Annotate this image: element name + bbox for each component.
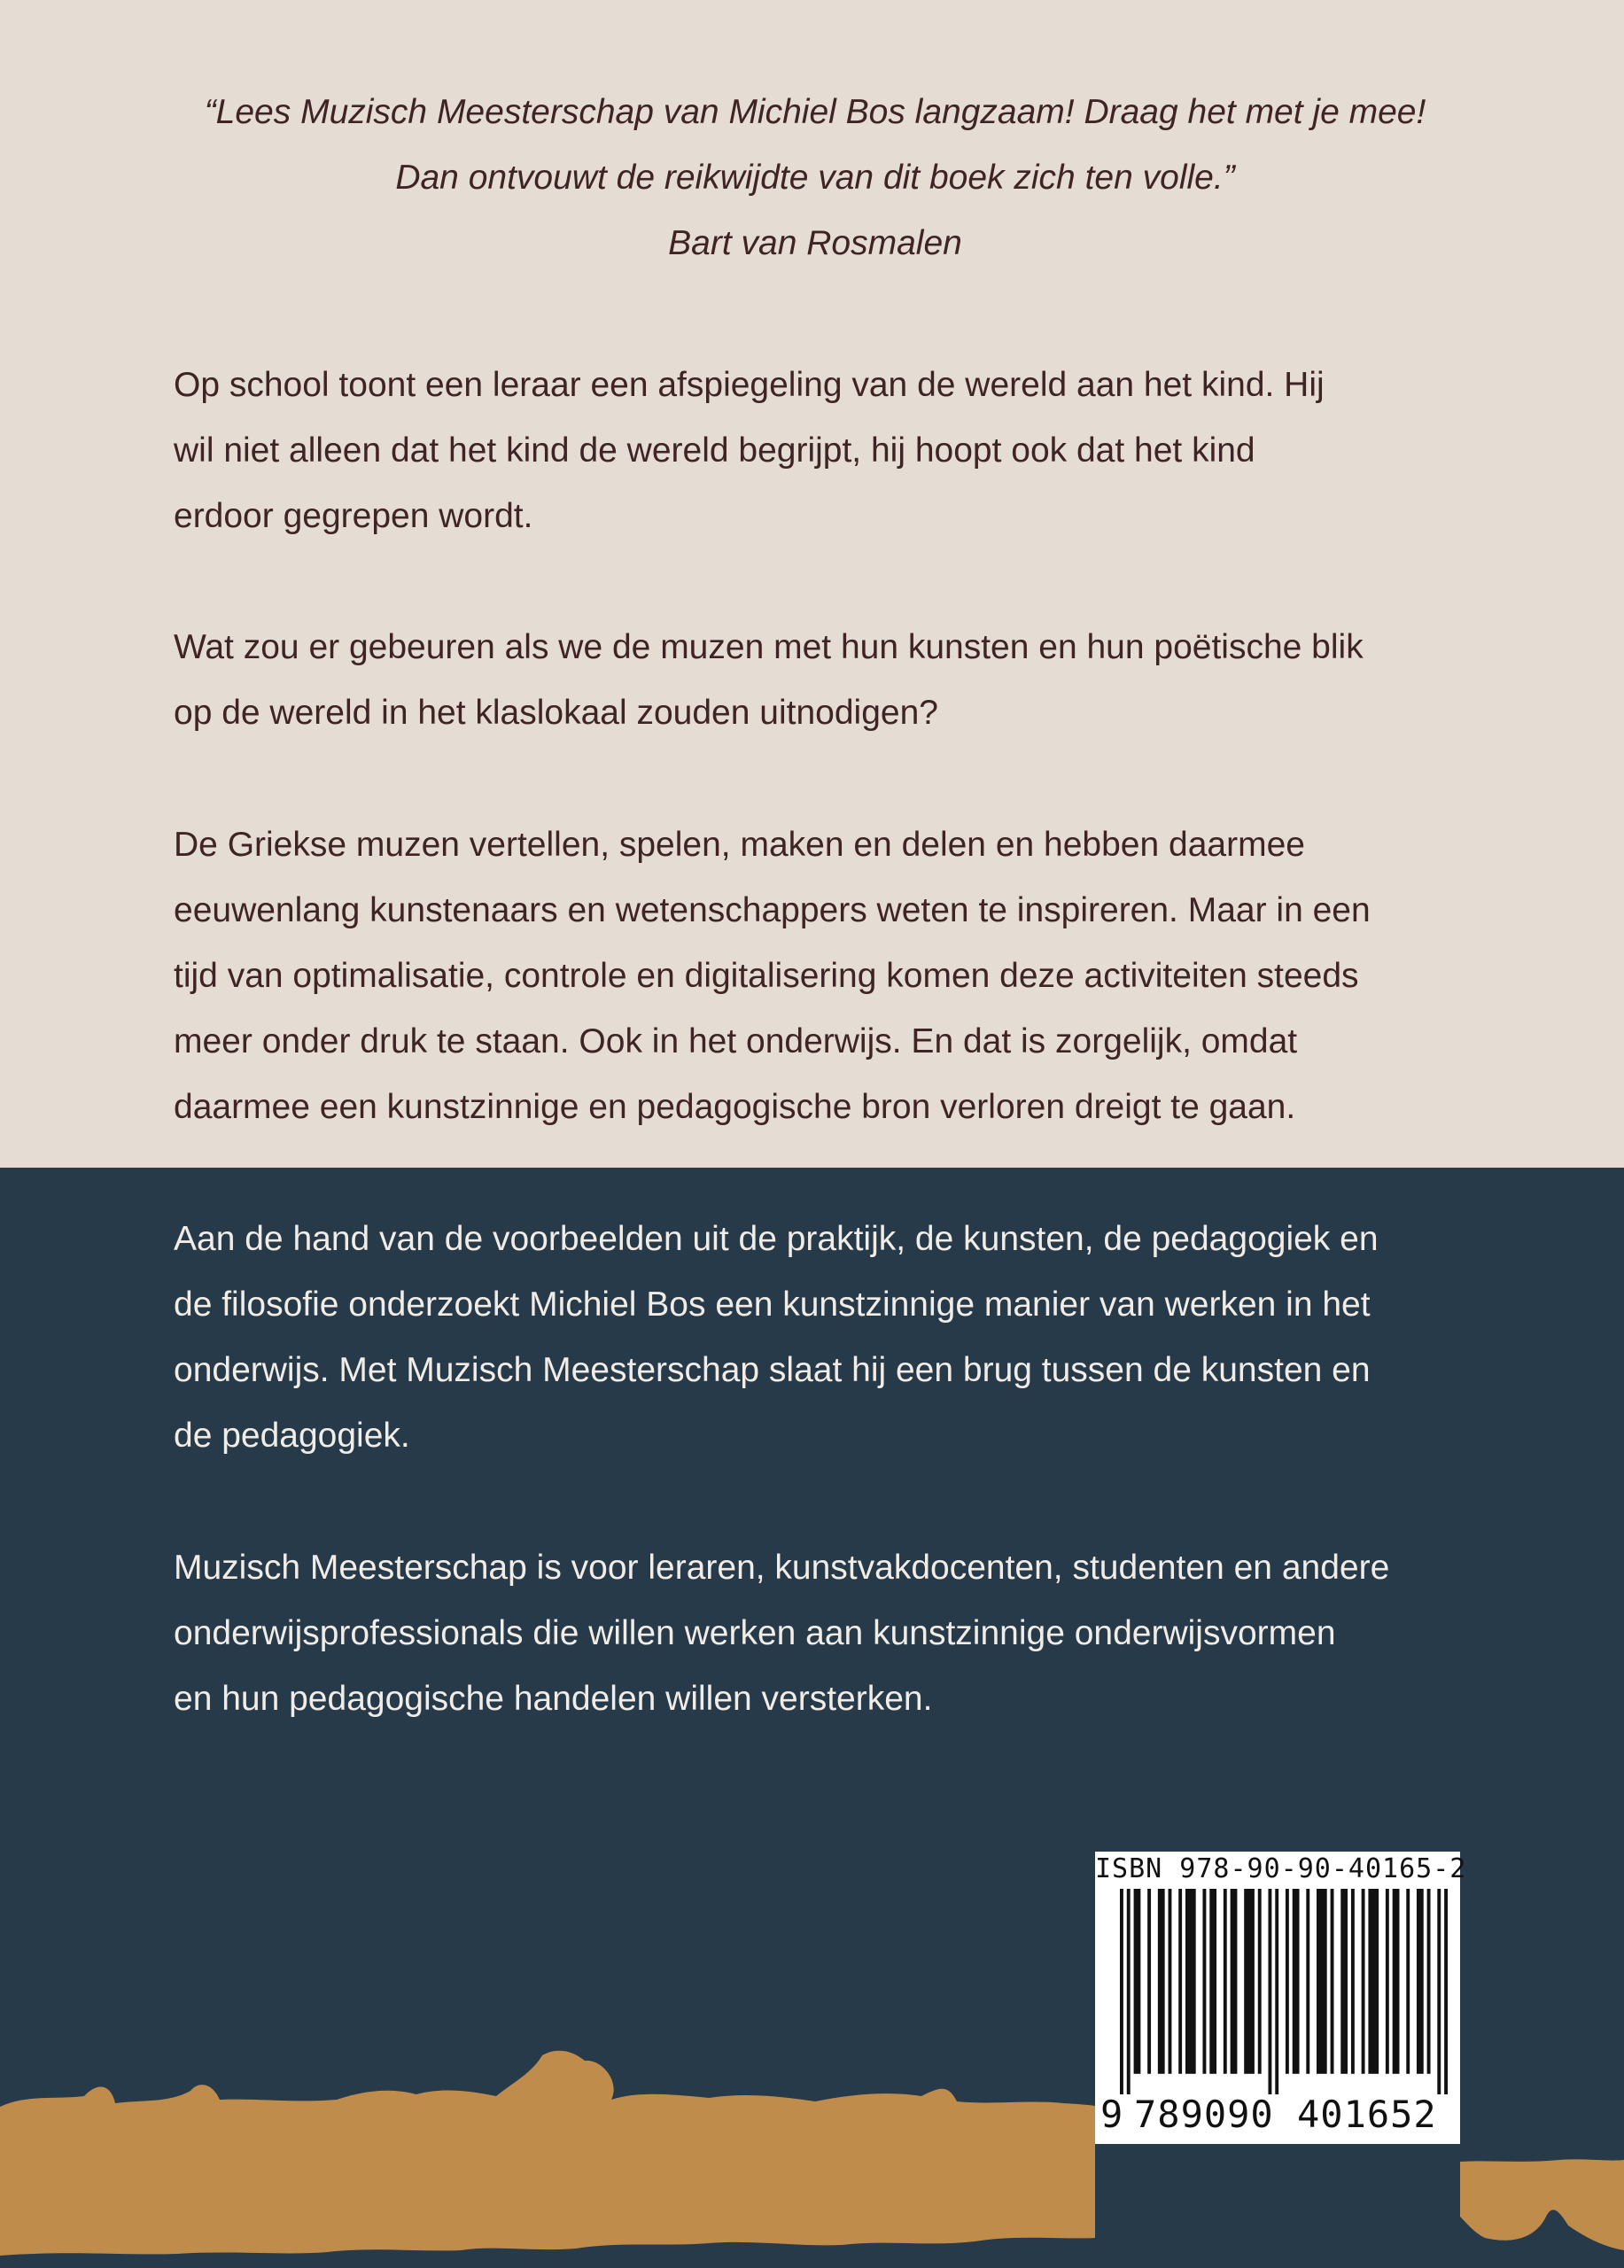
- ean-first-digit: 9: [1100, 2093, 1123, 2136]
- blurb-paragraph-4: [174, 1207, 1467, 1469]
- blurb-line: tijd van optimalisatie, controle en digitalisering komen deze activiteiten steeds: [174, 957, 1359, 995]
- blurb-line: Op school toont een leraar een afspiegeling van de wereld aan het kind. Hij: [174, 366, 1325, 404]
- blurb-line: daarmee een kunstzinnige en pedagogische bron verloren dreigt te gaan.: [174, 1088, 1296, 1126]
- blurb-line: de filosofie onderzoekt Michiel Bos een kunstzinnige manier van werken in het: [174, 1285, 1371, 1324]
- blurb-line: meer onder druk te staan. Ook in het onderwijs. En dat is zorgelijk, omdat: [174, 1022, 1298, 1060]
- quote-line: Dan ontvouwt de reikwijdte van dit boek zich ten volle.”: [395, 159, 1235, 197]
- blurb-line: erdoor gegrepen wordt.: [174, 497, 533, 535]
- blurb-paragraph-5: [174, 1535, 1467, 1732]
- blurb-line: op de wereld in het klaslokaal zouden uitnodigen?: [174, 694, 938, 732]
- isbn-label: ISBN 978-90-90-40165-2: [1095, 1853, 1467, 1884]
- quote-author: Bart van Rosmalen: [668, 224, 962, 262]
- blurb-line: Wat zou er gebeuren als we de muzen met hun kunsten en hun poëtische blik: [174, 628, 1364, 666]
- blurb-paragraph-2: [174, 615, 1467, 746]
- blurb-line: eeuwenlang kunstenaars en wetenschappers weten te inspireren. Maar in een: [174, 891, 1371, 929]
- blurb-line: Aan de hand van de voorbeelden uit de praktijk, de kunsten, de pedagogiek en: [174, 1220, 1379, 1258]
- blurb-line: onderwijsprofessionals die willen werken aan kunstzinnige onderwijsvormen: [174, 1614, 1336, 1652]
- blurb-line: Muzisch Meesterschap is voor leraren, kunstvakdocenten, studenten en andere: [174, 1549, 1390, 1587]
- blurb-line: De Griekse muzen vertellen, spelen, maken en delen en hebben daarmee: [174, 826, 1305, 864]
- endorsement-quote: [133, 80, 1497, 276]
- isbn-barcode: [1095, 1852, 1467, 2144]
- ean-digits: 789090 401652: [1134, 2093, 1437, 2136]
- quote-line: “Lees Muzisch Meesterschap van Michiel Bos langzaam! Draag het met je mee!: [204, 93, 1426, 131]
- blurb-line: en hun pedagogische handelen willen versterken.: [174, 1680, 933, 1718]
- blurb-line: onderwijs. Met Muzisch Meesterschap slaat hij een brug tussen de kunsten en: [174, 1351, 1371, 1389]
- blurb-paragraph-1: [174, 353, 1467, 549]
- blurb-line: wil niet alleen dat het kind de wereld begrijpt, hij hoopt ook dat het kind: [174, 431, 1255, 470]
- barcode-bars: [1120, 1889, 1448, 2094]
- blurb-paragraph-3: [174, 812, 1467, 1140]
- blurb-line: de pedagogiek.: [174, 1417, 410, 1455]
